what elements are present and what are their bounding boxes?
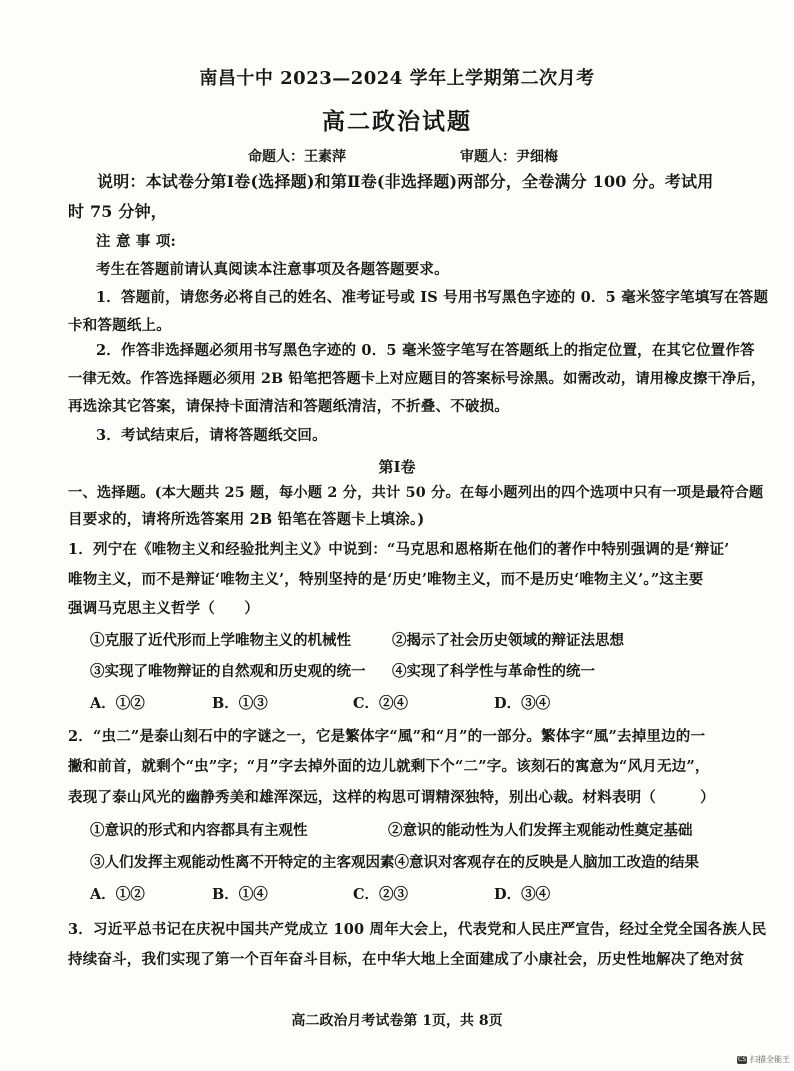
author-label: 命题人：王素萍 [248,149,346,165]
subject-title: 高二政治试题 [322,108,472,135]
exam-title: 南昌十中 2023—2024 学年上学期第二次月考 [199,68,595,89]
section-instruction-line-2: 目要求的，请将所选答案用 2B 铅笔在答题卡上填涂。) [68,511,425,528]
question-1-item-4: ④实现了科学性与革命性的统一 [392,663,595,680]
question-1-option-b: B．①③ [212,695,268,712]
scanner-label: 扫描全能王 [750,1055,790,1064]
scanner-watermark [737,1054,790,1065]
question-3-stem-line-1: 3．习近平总书记在庆祝中国共产党成立 100 周年大会上，代表党和人民庄严宣告，经过全党全国各族人民 [68,921,767,938]
rule-2-line-1: 2．作答非选择题必须用书写黑色字迹的 0．5 毫米签字笔写在答题纸上的指定位置，在其它位置作答 [96,342,755,359]
section-instruction-line-1: 一、选择题。(本大题共 25 题，每小题 2 分，共计 50 分。在每小题列出的四个选项中只有一项是最符合题 [68,485,764,501]
question-1-item-2: ②揭示了社会历史领域的辩证法思想 [392,632,624,649]
question-2-stem-line-2: 撇和前首，就剩个“虫”字；“月”字去掉外面的边儿就剩下个“二”字。该刻石的寓意为“风月无边”， [68,758,710,775]
question-2-item-3: ③人们发挥主观能动性离不开特定的主客观因素④意识对客观存在的反映是人脑加工改造的结果 [90,854,699,871]
notice-title: 注 意 事 项: [96,233,177,250]
section-title: 第Ⅰ卷 [378,458,416,476]
question-1-option-a: A．①② [90,695,145,712]
question-2-option-d: D．③④ [494,886,551,903]
page-footer: 高二政治月考试卷第 1页，共 8页 [291,1013,503,1029]
reviewer-label: 审题人：尹细梅 [460,149,558,165]
question-2-option-a: A．①② [90,886,145,903]
question-2-item-2: ②意识的能动性为人们发挥主观能动性奠定基础 [388,822,693,839]
rule-3: 3．考试结束后，请将答题纸交回。 [96,427,327,444]
question-1-item-3: ③实现了唯物辩证的自然观和历史观的统一 [90,663,366,680]
question-2-stem-line-1: 2．“虫二”是泰山刻石中的字谜之一，它是繁体字“風”和“月”的一部分。繁体字“風”去掉里边的一 [68,728,706,745]
question-2-option-c: C．②③ [353,886,409,903]
question-1-option-d: D．③④ [494,695,551,712]
question-2-option-b: B．①④ [212,886,268,903]
notice-lead: 考生在答题前请认真阅读本注意事项及各题答题要求。 [96,261,449,278]
rule-1-line-1: 1．答题前，请您务必将自己的姓名、准考证号或 IS 号用书写黑色字迹的 0．5 毫米签字笔填写在答题 [96,289,769,306]
question-2-stem-line-3: 表现了泰山风光的幽静秀美和雄浑深远，这样的构思可谓精深独特，别出心裁。材料表明（ ） [68,789,715,806]
rule-2-line-2: 一律无效。作答选择题必须用 2B 铅笔把答题卡上对应题目的答案标号涂黑。如需改动，请用橡皮擦干净后， [68,371,766,387]
rule-1-line-2: 卡和答题纸上。 [68,317,171,334]
question-3-stem-line-2: 持续奋斗，我们实现了第一个百年奋斗目标，在中华大地上全面建成了小康社会，历史性地解决了绝对贫 [68,951,745,968]
question-1-option-c: C．②④ [353,695,409,712]
question-2-item-1: ①意识的形式和内容都具有主观性 [90,822,308,839]
intro-line-1: 说明：本试卷分第Ⅰ卷(选择题)和第Ⅱ卷(非选择题)两部分，全卷满分 100 分。考试用 [97,172,714,191]
question-1-stem-line-1: 1．列宁在《唯物主义和经验批判主义》中说到：“马克思和恩格斯在他们的著作中特别强调的是‘辩证’ [68,541,730,558]
rule-2-line-3: 再选涂其它答案，请保持卡面清洁和答题纸清洁，不折叠、不破损。 [68,398,509,415]
intro-line-2: 时 75 分钟， [68,202,168,221]
question-1-stem-line-2: 唯物主义，而不是辩证‘唯物主义’，特别坚持的是‘历史’唯物主义，而不是历史‘唯物主义’。”这主要 [68,571,704,588]
question-1-stem-line-3: 强调马克思主义哲学（ ） [68,600,260,617]
camscanner-icon: CS [738,1055,746,1063]
question-1-item-1: ①克服了近代形而上学唯物主义的机械性 [90,632,351,649]
